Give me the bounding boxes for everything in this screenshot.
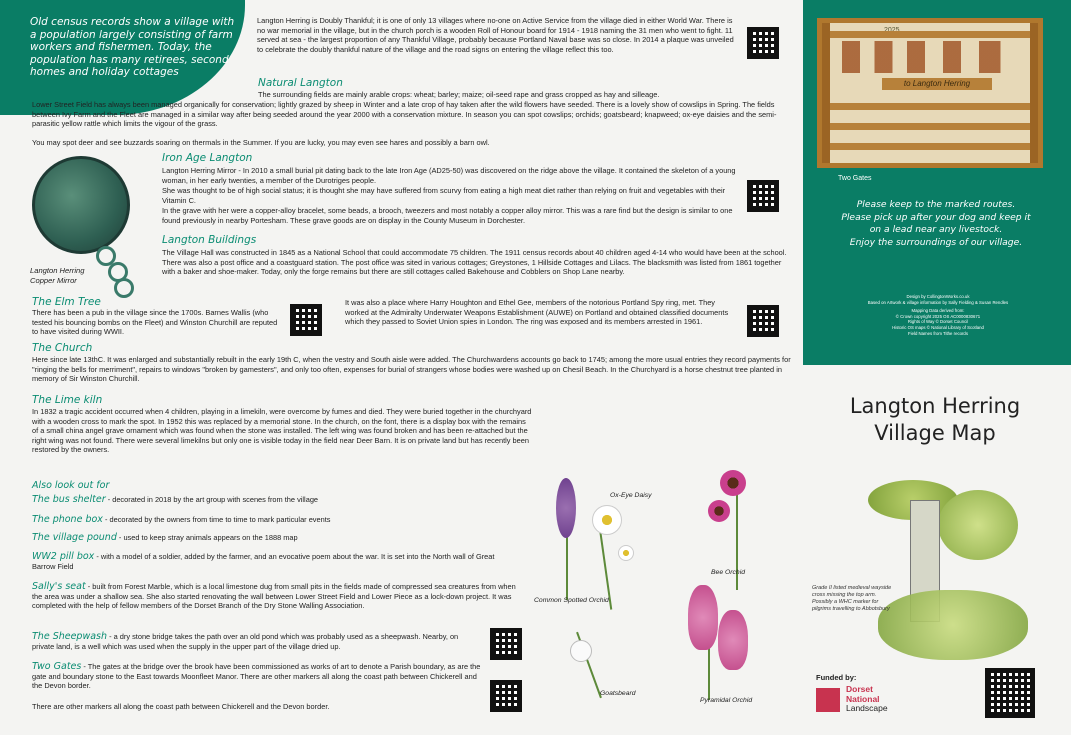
pyramidal-orchid-flower	[718, 610, 748, 670]
church-heading: The Church	[32, 342, 93, 354]
credits: Design by CollingtonWorks.co.uk Based on Artwork & village information by Sally Fielding & Susan Rendles Mapping Data derived from: © Crown copyright 2025 OS AC0000830671 Rights of Way © Dorset Council Historic OS maps © National Library of Scotland Field Names from Tithe records	[867, 294, 1009, 336]
lookout-pound: The village pound - used to keep stray animals appears on the 1888 map	[32, 532, 298, 543]
lookout-heading: Also look out for	[32, 480, 110, 491]
qr-code[interactable]	[747, 180, 779, 212]
spotted-orchid-label: Common Spotted Orchid	[534, 597, 609, 604]
copper-mirror-image	[32, 156, 130, 254]
natural-heading: Natural Langton	[258, 77, 343, 89]
wayside-cross-note: Grade II listed medieval wayside cross missing the top arm. Possibly a WHC marker for pilgrims travelling to Abbotsbury	[812, 585, 892, 612]
lookout-sally: Sally's seat - built from Forest Marble, which is a local limestone dug from small pits in the fields made of compressed sea creatures from when the area was under a shallow sea. She also started renovating the wall between Lower Street Field and Lower Piece as a lock-down project. It was completed with the help of fellow members of the Dorset Branch of the Dry Stone Walling Association.	[32, 581, 516, 611]
dorset-logo-icon	[816, 688, 840, 712]
thankful-text: Langton Herring is Doubly Thankful; it is one of only 13 villages where no-one on Active Service from the village died in either World War. There is no war memorial in the village, but in the church porch is a wooden Roll of Honour board for 1914 - 1918 naming the 31 men who went to fight. 11 served at sea - the largest proportion of any Thankful Village, probably because Portland Naval base was so close. In 2014 a plaque was unveiled to celebrate the doubly thankful nature of the village and the road signs on entering the village reflect this too.	[257, 16, 734, 54]
funded-by-label: Funded by:	[816, 673, 857, 682]
natural-line1: The surrounding fields are mainly arable crops: wheat; barley; maize; oil-seed rape and grass cropped as hay and silleage.	[258, 90, 660, 99]
lookout-final: There are other markers all along the coast path between Chickerell and the Devon border.	[32, 702, 330, 711]
ironage-p3: In the grave with her were a copper-alloy bracelet, some beads, a brooch, tweezers and most notably a copper alloy mirror. This was a rare find but the design is similar to one found previously in nearby Portesham. These grave goods are on display in the County Museum in Dorchester.	[162, 206, 733, 225]
page-title: Langton Herring Village Map	[849, 394, 1021, 445]
two-gates-image	[817, 18, 1043, 168]
flower-illustrations	[548, 470, 808, 710]
lookout-phone: The phone box - decorated by the owners from time to time to mark particular events	[32, 514, 331, 525]
elm-right-text: It was also a place where Harry Houghton and Ethel Gee, members of the notorious Portland Spy ring, met. They worked at the Admiralty Underwater Weapons Establishment (AUWE) on Portland and obtained classified documents which they passed to Soviet Union spies in London. The ring was exposed and its members arrested in 1961.	[345, 298, 729, 327]
natural-line3: You may spot deer and see buzzards soaring on thermals in the Summer. If you are lucky, you may even see hares and possibly a barn owl.	[32, 138, 490, 147]
ironage-heading: Iron Age Langton	[162, 152, 253, 164]
pyramidal-orchid-flower	[688, 585, 718, 650]
qr-code[interactable]	[490, 680, 522, 712]
gate-sign: to Langton Herring	[882, 78, 992, 90]
lookout-ww2: WW2 pill box - with a model of a soldier, added by the farmer, and an evocative poem about the war. It is set into the North wall of Great Barrow Field	[32, 551, 495, 571]
gate-figures	[842, 41, 1022, 73]
limekiln-heading: The Lime kiln	[32, 394, 103, 406]
goatsbeard-flower	[570, 640, 592, 662]
church-text: Here since late 13thC. It was enlarged and substantially rebuilt in the early 19th C, when the vestry and South aisle were added. The Churchwardens accounts go back to 1745; among the more usual entries they record payments for "ringing the bells for merriment", repairs to windows "broken by gamesters", and only too often, expenses for burial of strangers whose bodies were washed up on Chesil Beach. In the Churchyard is a horse chestnut tree planted in memory of Sir Winston Churchill.	[32, 355, 791, 384]
pyramidal-orchid-label: Pyramidal Orchid	[700, 697, 753, 704]
buildings-heading: Langton Buildings	[162, 234, 257, 246]
limekiln-text: In 1832 a tragic accident occurred when 4 children, playing in a limekiln, were overcome by fumes and died. They were buried together in the churchyard with a wooden cross to mark the spot. In 1952 this was replaced by a memorial stone. In the church, on the font, there is a display box with the remains of a small china angel grave ornament which was found when the stone was installed. The left wing was found broken and has been re-attached but the right wing was not found. There were several limekilns but only one is visible today in the field near Deer Barn. It is on private land but has recently been restored by the owners.	[32, 407, 532, 455]
countryside-message: Please keep to the marked routes. Please pick up after your dog and keep it on a lead near any livestock. Enjoy the surroundings of our village.	[841, 199, 1031, 248]
goatsbeard-label: Goatsbeard	[600, 690, 636, 697]
lookout-bus: The bus shelter - decorated in 2018 by the art group with scenes from the village	[32, 494, 319, 505]
ironage-p2: She was thought to be of high social status; it is thought she may have suffered from scurvy from eating a high meat diet rather than relying on fruit and vegetables with their Vitamin C.	[162, 186, 726, 205]
dorset-national-landscape: Dorset National Landscape	[846, 684, 888, 713]
qr-code[interactable]	[747, 27, 779, 59]
qr-code[interactable]	[985, 668, 1035, 718]
buildings-text: The Village Hall was constructed in 1845 as a National School that could accommodate 75 children. The 1911 census records about 40 children aged 4-14 who would have been at the school. There was also a post office and a coastguard station. The post office was sited in various cottages; Greystones, 1 Hillside Cottages and Lilacs. The blacksmith was listed from 1861 together with a baker and shoe-maker. Today, only the forge remains but there are still cottages called Bakehouse and Cobblers on Shop Lane nearby.	[162, 248, 787, 277]
two-gates-caption: Two Gates	[838, 175, 872, 182]
elm-left-text: There has been a pub in the village since the 1700s. Barnes Wallis (who tested his bouncing bombs on the Fleet) and Winston Churchill are reputed to have visited during WWII.	[32, 308, 278, 337]
bee-orchid-flower	[708, 500, 730, 522]
intro-text: Old census records show a village with a population largely consisting of farm workers and fishermen. Today, the population has many retirees, second homes and holiday cottages	[30, 16, 235, 78]
ironage-p1: Langton Herring Mirror - In 2010 a small burial pit dating back to the late Iron Age (AD25-50) was discovered on the ridge above the village. It contained the skeleton of a young woman, in her early twenties, a member of the Durotriges people.	[162, 166, 736, 185]
bee-orchid-flower	[720, 470, 746, 496]
oxeye-daisy-flower	[618, 545, 634, 561]
wayside-cross-image	[828, 470, 1028, 660]
spotted-orchid-flower	[556, 478, 576, 538]
oxeye-label: Ox-Eye Daisy	[610, 492, 652, 499]
intro-panel	[0, 0, 245, 115]
qr-code[interactable]	[290, 304, 322, 336]
qr-code[interactable]	[490, 628, 522, 660]
lookout-sheepwash: The Sheepwash - a dry stone bridge takes the path over an old pond which was probably used as a sheepwash. Nearby, on private land, is a well which was used when the supply in the upper part of the village dried up.	[32, 631, 459, 651]
qr-code[interactable]	[747, 305, 779, 337]
mirror-ring-icon	[114, 278, 134, 298]
natural-body: Lower Street Field has always been managed organically for conservation; lightly grazed by sheep in Winter and a late crop of hay taken after the wild flowers have seeded. There is a lovely show of cowslips in Spring. The fields between Ivy Farm and the Fleet are managed in a similar way after being seeded around the year 2000 with a conservation mixture. In season you can spot cowslips; orchids; goatsbeard; knapweed; ox-eye daisies and the semi- parasitic yellow rattle which limits the vigour of the grass.	[32, 100, 777, 129]
elm-heading: The Elm Tree	[32, 296, 101, 308]
oxeye-daisy-flower	[592, 505, 622, 535]
mirror-caption: Langton Herring Copper Mirror	[30, 266, 85, 285]
bee-orchid-label: Bee Orchid	[711, 569, 746, 576]
lookout-two-gates: Two Gates - The gates at the bridge over the brook have been commissioned as works of art to denote a Parish boundary, as are the gate and boundary stone to the East towards Moonfleet Manor. There are other markers all along the coast path between Chickerell and the Devon border.	[32, 661, 481, 691]
